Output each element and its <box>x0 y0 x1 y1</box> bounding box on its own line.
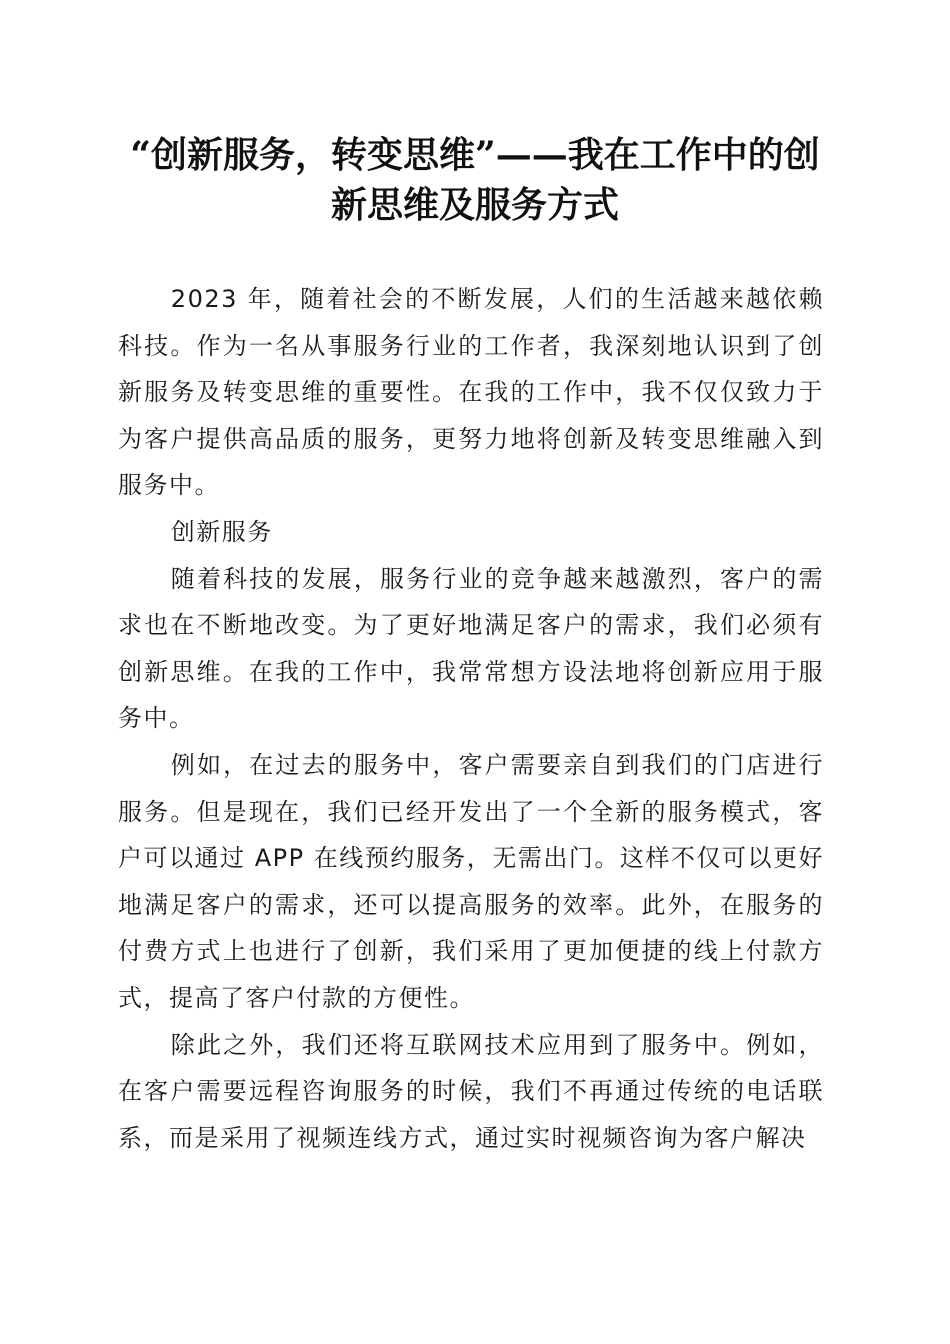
paragraph-example-app: 例如，在过去的服务中，客户需要亲自到我们的门店进行服务。但是现在，我们已经开发出了一个全新的服务模式，客户可以通过 APP 在线预约服务，无需出门。这样不仅可以更好地满足客户的需求，还可以提高服务的效率。此外，在服务的付费方式上也进行了创新，我们采用了更加便捷的线上付款方式，提高了客户付款的方便性。 <box>118 750 824 1012</box>
document-title <box>118 130 832 230</box>
section-heading-innovation: 创新服务 <box>170 517 273 546</box>
paragraph-innovation-thinking: 随着科技的发展，服务行业的竞争越来越激烈，客户的需求也在不断地改变。为了更好地满足客户的需求，我们必须有创新思维。在我的工作中，我常常想方设法地将创新应用于服务中。 <box>118 564 824 733</box>
title-line-1: “创新服务，转变思维”——我在工作中的创 <box>130 134 820 176</box>
document-body <box>118 276 824 1161</box>
paragraph-intro: 2023 年，随着社会的不断发展，人们的生活越来越依赖科技。作为一名从事服务行业的工作者，我深刻地认识到了创新服务及转变思维的重要性。在我的工作中，我不仅仅致力于为客户提供高品质的服务，更努力地将创新及转变思维融入到服务中。 <box>118 285 824 500</box>
title-line-2: 新思维及服务方式 <box>330 184 619 226</box>
paragraph-internet-tech: 除此之外，我们还将互联网技术应用到了服务中。例如，在客户需要远程咨询服务的时候，我们不再通过传统的电话联系，而是采用了视频连线方式，通过实时视频咨询为客户解决 <box>118 1030 824 1152</box>
